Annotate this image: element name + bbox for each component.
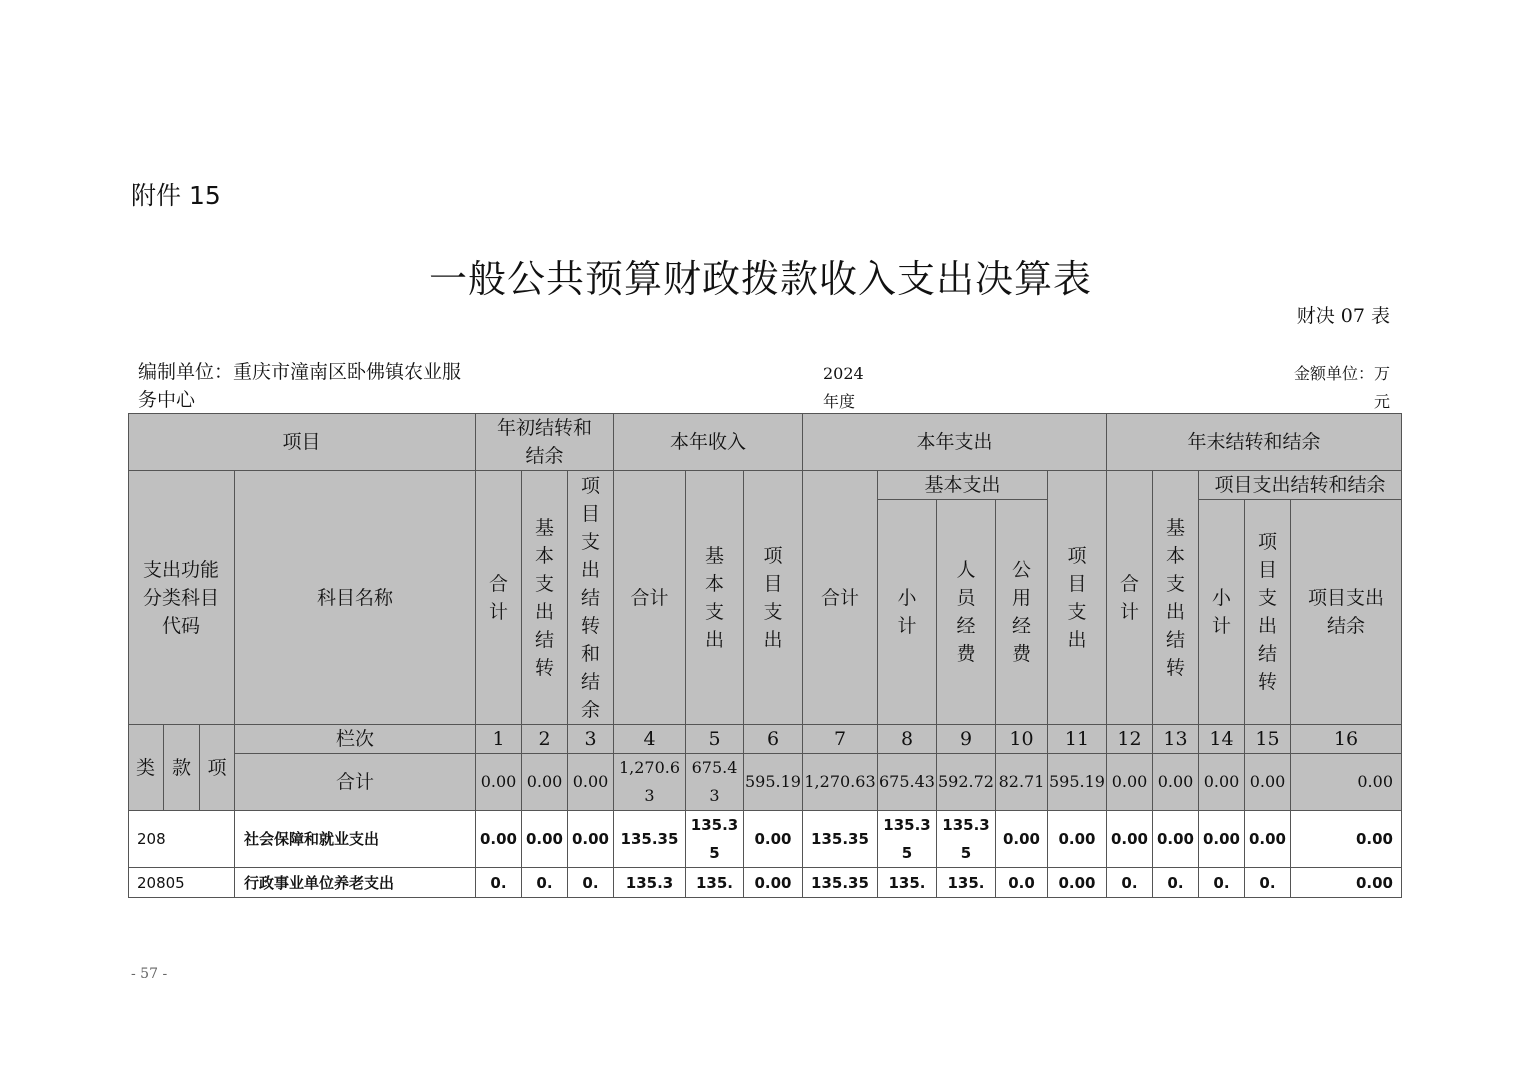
row-value: 0.00 (744, 868, 803, 898)
row-value: 0.00 (1291, 868, 1402, 898)
row-value: 135.35 (937, 811, 996, 868)
column-number: 4 (614, 725, 686, 754)
header-code: 支出功能分类科目代码 (128, 471, 235, 725)
row-value: 0.00 (522, 811, 568, 868)
header-personnel: 人员经费 (956, 559, 976, 665)
total-value: 0.00 (1153, 754, 1199, 811)
page-title: 一般公共预算财政拨款收入支出决算表 (428, 257, 1092, 301)
header-income: 本年收入 (614, 413, 803, 471)
row-value: 135. (686, 868, 744, 898)
header-end-proj-carry: 项目支出结转 (1257, 531, 1277, 693)
column-number: 2 (522, 725, 568, 754)
page-number: - 57 - (131, 966, 168, 982)
row-value: 135.35 (803, 868, 878, 898)
row-value: 135. (878, 868, 937, 898)
header-project: 项目 (128, 413, 476, 471)
row-value: 135. (937, 868, 996, 898)
row-value: 0. (522, 868, 568, 898)
column-number: 8 (878, 725, 937, 754)
column-number: 10 (996, 725, 1048, 754)
row-value: 0.00 (744, 811, 803, 868)
total-value: 0.00 (1199, 754, 1245, 811)
row-value: 0.00 (1291, 811, 1402, 868)
row-value: 135.35 (803, 811, 878, 868)
header-end-total: 合计 (1119, 572, 1139, 623)
header-begin-proj: 项目支出结转和结余 (580, 474, 600, 721)
row-value: 0.00 (996, 811, 1048, 868)
total-value: 1,270.63 (803, 754, 878, 811)
total-value: 595.19 (744, 754, 803, 811)
column-number: 3 (568, 725, 614, 754)
total-value: 82.71 (996, 754, 1048, 811)
total-value: 0.00 (522, 754, 568, 811)
header-end-basic-carry: 基本支出结转 (1165, 516, 1185, 679)
total-value: 0.00 (1245, 754, 1291, 811)
header-income-proj: 项目支出 (763, 544, 783, 651)
total-value: 1,270.63 (614, 754, 686, 811)
row-value: 0. (1199, 868, 1245, 898)
total-value: 0.00 (568, 754, 614, 811)
total-value: 0.00 (476, 754, 522, 811)
row-value: 0. (1153, 868, 1199, 898)
row-value: 0. (476, 868, 522, 898)
money-unit: 金额单位：万元 (1293, 364, 1390, 411)
row-value: 0.00 (1048, 868, 1107, 898)
header-basic-group: 基本支出 (878, 471, 1048, 500)
header-kuan: 款 (164, 725, 200, 811)
total-value: 0.00 (1107, 754, 1153, 811)
total-value: 675.43 (686, 754, 744, 811)
row-value: 0.00 (1199, 811, 1245, 868)
header-proj-group: 项目支出结转和结余 (1199, 471, 1402, 500)
row-value: 0. (1245, 868, 1291, 898)
total-value: 675.43 (878, 754, 937, 811)
column-number: 6 (744, 725, 803, 754)
column-number: 11 (1048, 725, 1107, 754)
attachment-label: 附件 15 (131, 181, 221, 210)
column-number: 12 (1107, 725, 1153, 754)
header-expense: 本年支出 (803, 413, 1107, 471)
header-beginning: 年初结转和结余 (476, 413, 614, 471)
form-number: 财决 07 表 (1296, 305, 1390, 327)
header-ending: 年末结转和结余 (1107, 413, 1402, 471)
row-name: 行政事业单位养老支出 (235, 868, 476, 898)
row-value: 0.00 (1245, 811, 1291, 868)
total-value: 0.00 (1291, 754, 1402, 811)
budget-table (128, 413, 1402, 898)
column-number: 14 (1199, 725, 1245, 754)
total-value: 595.19 (1048, 754, 1107, 811)
column-number: 16 (1291, 725, 1402, 754)
header-income-basic: 基本支出 (704, 544, 724, 651)
header-end-proj-rem: 项目支出结余 (1291, 500, 1402, 725)
row-value: 135.3 (614, 868, 686, 898)
header-begin-basic-carry: 基本支出结转 (534, 516, 554, 679)
header-expense-total: 合计 (803, 471, 878, 725)
column-number: 9 (937, 725, 996, 754)
row-value: 0. (1107, 868, 1153, 898)
row-value: 0.00 (1107, 811, 1153, 868)
total-row-label: 合计 (235, 754, 476, 811)
column-index-label: 栏次 (235, 725, 476, 754)
row-value: 0.0 (996, 868, 1048, 898)
row-value: 0.00 (568, 811, 614, 868)
row-value: 0.00 (1048, 811, 1107, 868)
row-code: 20805 (128, 868, 235, 898)
row-value: 0. (568, 868, 614, 898)
header-subject: 科目名称 (235, 471, 476, 725)
header-income-total: 合计 (614, 471, 686, 725)
column-number: 15 (1245, 725, 1291, 754)
column-number: 7 (803, 725, 878, 754)
header-end-subtotal: 小计 (1211, 587, 1231, 637)
header-expense-proj: 项目支出 (1067, 544, 1087, 651)
header-lei: 类 (128, 725, 164, 811)
column-number: 13 (1153, 725, 1199, 754)
row-value: 135.35 (878, 811, 937, 868)
header-begin-total: 合计 (488, 572, 508, 623)
row-value: 0.00 (1153, 811, 1199, 868)
header-public: 公用经费 (1011, 559, 1031, 665)
compiling-unit: 编制单位：重庆市潼南区卧佛镇农业服务中心 (138, 361, 462, 411)
row-code: 208 (128, 811, 235, 868)
row-name: 社会保障和就业支出 (235, 811, 476, 868)
total-value: 592.72 (937, 754, 996, 811)
header-xiang: 项 (200, 725, 235, 811)
row-value: 135.35 (614, 811, 686, 868)
row-value: 0.00 (476, 811, 522, 868)
row-value: 135.35 (686, 811, 744, 868)
column-number: 1 (476, 725, 522, 754)
column-number: 5 (686, 725, 744, 754)
fiscal-year: 2024 年度 (823, 364, 864, 411)
header-expense-subtotal: 小计 (897, 587, 917, 637)
